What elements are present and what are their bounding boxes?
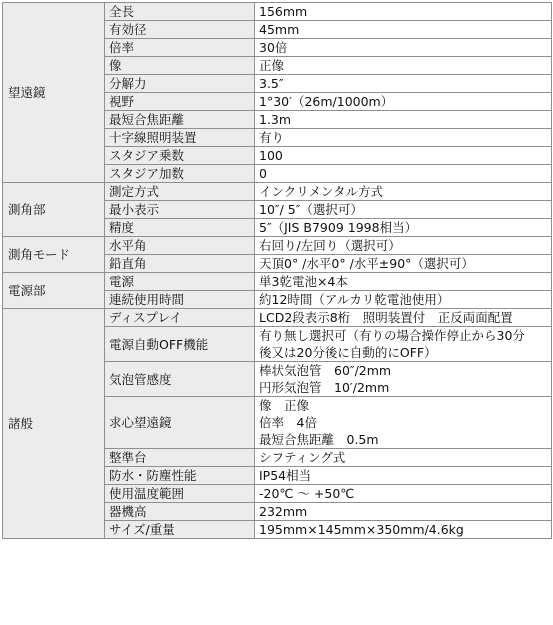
spec-value <box>255 39 552 57</box>
spec-label: サイズ/重量 <box>105 521 255 539</box>
section-category: 測角モード <box>3 237 105 273</box>
spec-value-line: 倍率 4倍 <box>259 415 317 430</box>
spec-value-line: 195mm×145mm×350mm/4.6kg <box>259 522 464 537</box>
spec-label: 気泡管感度 <box>105 362 255 397</box>
spec-value-line: 単3乾電池×4本 <box>259 274 348 289</box>
spec-value-line: 最短合焦距離 0.5m <box>259 432 379 447</box>
spec-label: 連続使用時間 <box>105 291 255 309</box>
spec-value <box>255 111 552 129</box>
spec-label: 防水・防塵性能 <box>105 467 255 485</box>
spec-value-line: インクリメンタル方式 <box>259 184 384 199</box>
spec-value-line: 有り無し選択可（有りの場合操作停止から30分 <box>259 328 525 343</box>
spec-label: 有効径 <box>105 21 255 39</box>
spec-value-line: 10″/ 5″（選択可） <box>259 202 363 217</box>
spec-label: スタジア加数 <box>105 165 255 183</box>
spec-value-line: シフティング式 <box>259 450 346 465</box>
spec-value <box>255 147 552 165</box>
spec-value-line: LCD2段表示8桁 照明装置付 正反両面配置 <box>259 310 513 325</box>
spec-value-line: 0 <box>259 166 267 181</box>
spec-label: 最小表示 <box>105 201 255 219</box>
spec-value-line: IP54相当 <box>259 468 312 483</box>
spec-label: 視野 <box>105 93 255 111</box>
spec-label: スタジア乗数 <box>105 147 255 165</box>
spec-value-line: 30倍 <box>259 40 288 55</box>
spec-value <box>255 219 552 237</box>
spec-value <box>255 21 552 39</box>
section-category: 測角部 <box>3 183 105 237</box>
spec-value-line: 232mm <box>259 504 308 519</box>
spec-label: 求心望遠鏡 <box>105 397 255 449</box>
spec-value-line: 3.5″ <box>259 76 284 91</box>
spec-value-line: 156mm <box>259 4 308 19</box>
spec-value-line: 約12時間（アルカリ乾電池使用） <box>259 292 450 307</box>
spec-value-line: 像 正像 <box>259 398 310 413</box>
spec-value <box>255 255 552 273</box>
spec-value-line: -20℃ ～ +50℃ <box>259 486 355 501</box>
spec-value <box>255 291 552 309</box>
spec-label: 測定方式 <box>105 183 255 201</box>
table-row <box>3 273 552 291</box>
spec-value-line: 棒状気泡管 60″/2mm <box>259 363 392 378</box>
section-category: 電源部 <box>3 273 105 309</box>
spec-label: 像 <box>105 57 255 75</box>
spec-value-line: 有り <box>259 130 285 145</box>
spec-label: 最短合焦距離 <box>105 111 255 129</box>
spec-value-line: 天頂0° /水平0° /水平±90°（選択可） <box>259 256 474 271</box>
spec-label: 整準台 <box>105 449 255 467</box>
spec-value-line: 45mm <box>259 22 300 37</box>
spec-value-line: 右回り/左回り（選択可） <box>259 238 401 253</box>
spec-value <box>255 521 552 539</box>
spec-value <box>255 3 552 21</box>
spec-value <box>255 57 552 75</box>
section-category: 諸般 <box>3 309 105 539</box>
spec-value <box>255 467 552 485</box>
spec-label: 精度 <box>105 219 255 237</box>
spec-table <box>2 2 552 539</box>
spec-label: 倍率 <box>105 39 255 57</box>
spec-value <box>255 327 552 362</box>
spec-value <box>255 93 552 111</box>
table-row <box>3 309 552 327</box>
spec-value <box>255 201 552 219</box>
table-row <box>3 3 552 21</box>
spec-label: 水平角 <box>105 237 255 255</box>
table-row <box>3 183 552 201</box>
spec-value-line: 1°30′（26m/1000m） <box>259 94 394 109</box>
spec-value-line: 正像 <box>259 58 285 73</box>
spec-value <box>255 273 552 291</box>
spec-value-line: 100 <box>259 148 283 163</box>
spec-table-body <box>3 3 552 539</box>
spec-label: 分解力 <box>105 75 255 93</box>
spec-value <box>255 165 552 183</box>
spec-label: 器機高 <box>105 503 255 521</box>
spec-value-line: 円形気泡管 10′/2mm <box>259 380 390 395</box>
spec-value-line: 5″（JIS B7909 1998相当） <box>259 220 418 235</box>
spec-label: 十字線照明装置 <box>105 129 255 147</box>
section-category: 望遠鏡 <box>3 3 105 183</box>
spec-value-line: 後又は20分後に自動的にOFF） <box>259 345 437 360</box>
spec-label: 全長 <box>105 3 255 21</box>
spec-label: ディスプレイ <box>105 309 255 327</box>
spec-value <box>255 397 552 449</box>
spec-value <box>255 183 552 201</box>
spec-value <box>255 449 552 467</box>
spec-value-line: 1.3m <box>259 112 292 127</box>
table-row <box>3 237 552 255</box>
spec-label: 電源 <box>105 273 255 291</box>
spec-value <box>255 237 552 255</box>
spec-label: 使用温度範囲 <box>105 485 255 503</box>
spec-label: 電源自動OFF機能 <box>105 327 255 362</box>
spec-value <box>255 503 552 521</box>
spec-value <box>255 362 552 397</box>
spec-label: 鉛直角 <box>105 255 255 273</box>
spec-value <box>255 485 552 503</box>
spec-value <box>255 75 552 93</box>
spec-value <box>255 129 552 147</box>
spec-value <box>255 309 552 327</box>
